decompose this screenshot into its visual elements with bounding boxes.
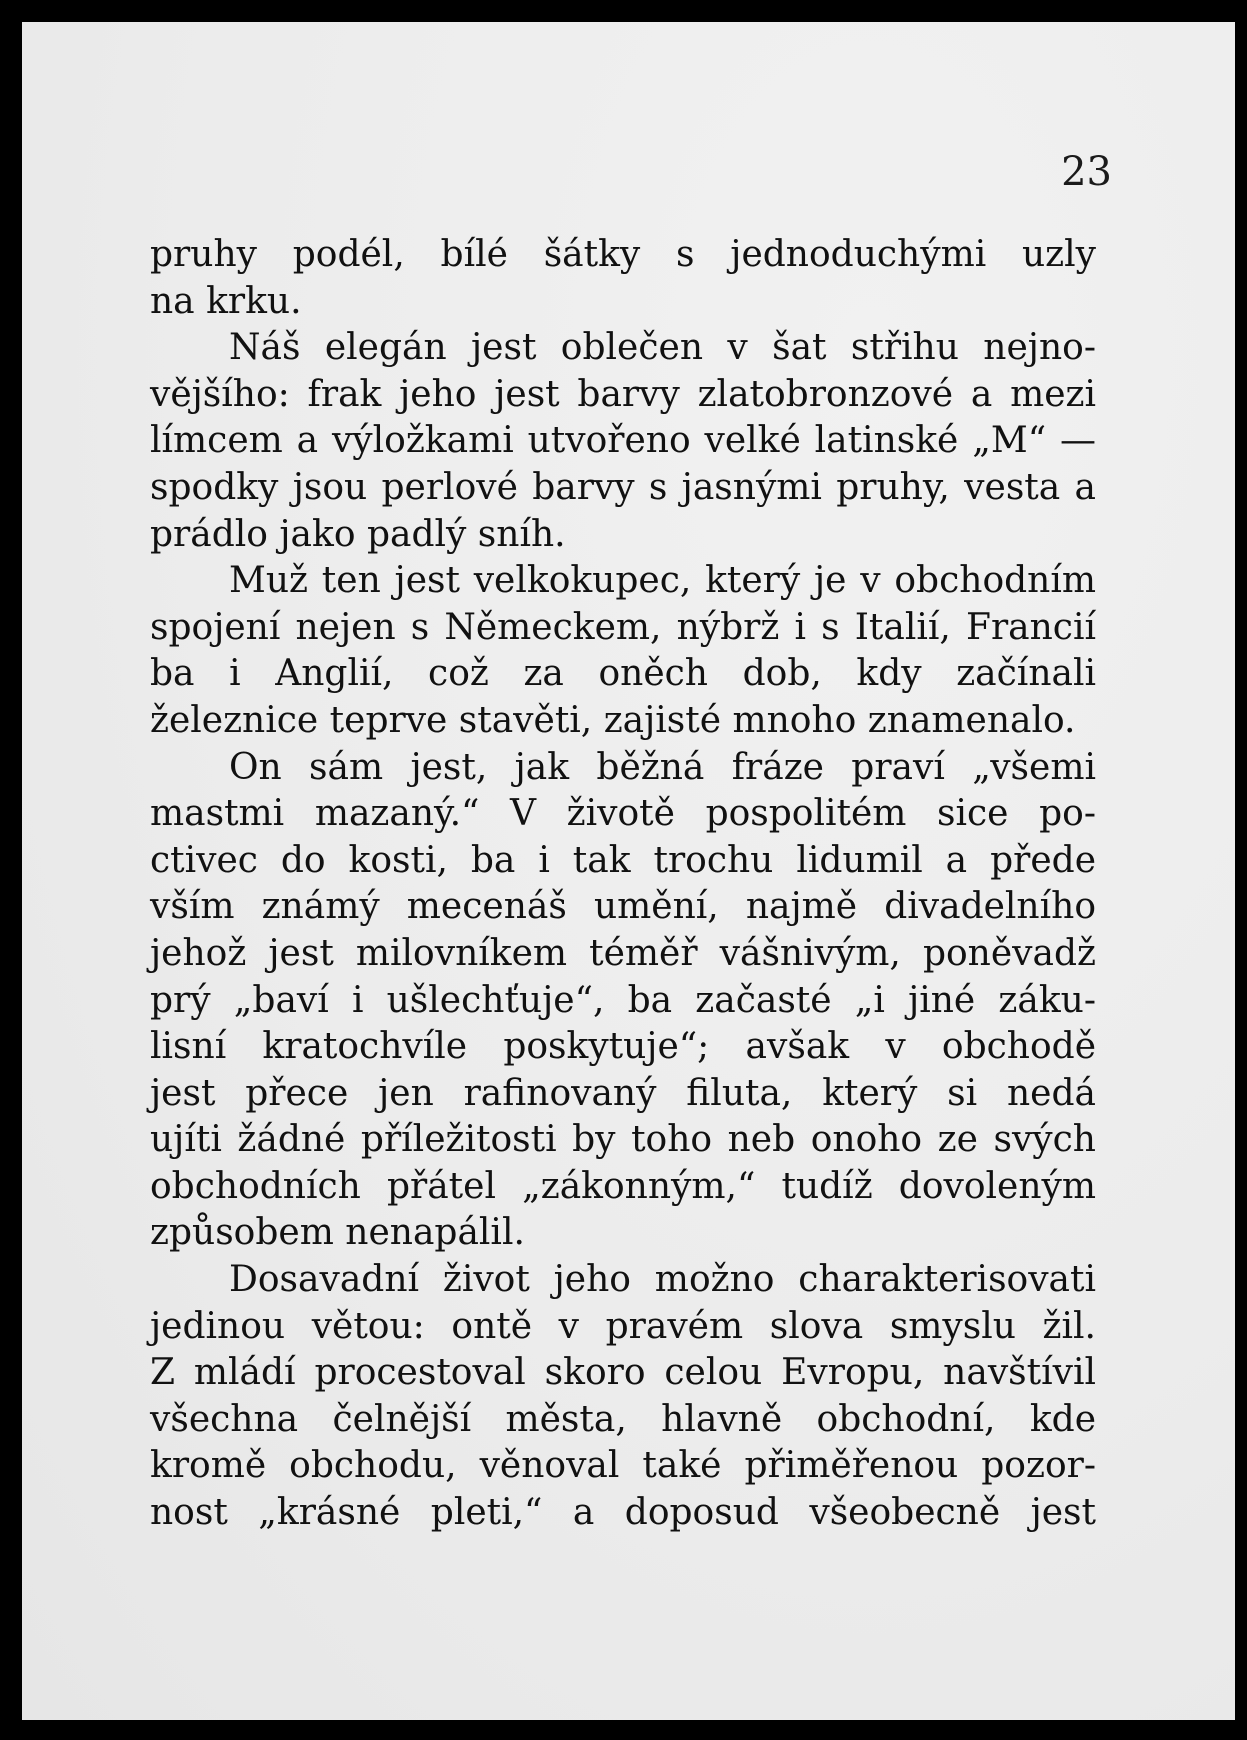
text-line: jehož jest milovníkem téměř vášnivým, poněvadž <box>150 932 1096 974</box>
body-text <box>150 232 1096 1537</box>
text-line: spodky jsou perlové barvy s jasnými pruhy, vesta a <box>150 466 1096 508</box>
text-line: jedinou větou: ontě v pravém slova smyslu žil. <box>150 1305 1096 1347</box>
text-line: na krku. <box>150 280 302 322</box>
text-line: vějšího: frak jeho jest barvy zlatobronzové a mezi <box>150 373 1096 415</box>
text-line: kromě obchodu, věnoval také přiměřenou pozor- <box>150 1445 1096 1487</box>
text-line: límcem a výložkami utvořeno velké latinské „M“ — <box>150 420 1096 462</box>
text-line: pruhy podél, bílé šátky s jednoduchými uzly <box>150 234 1096 275</box>
text-line: způsobem nenapálil. <box>150 1212 525 1254</box>
text-line: železnice teprve stavěti, zajisté mnoho znamenalo. <box>150 699 1076 741</box>
page-number: 23 <box>1061 149 1112 195</box>
text-line: mastmi mazaný.“ V životě pospolitém sice po- <box>150 793 1096 835</box>
text-line: Muž ten jest velkokupec, který je v obchodním <box>229 560 1096 602</box>
text-line: On sám jest, jak běžná fráze praví „všemi <box>229 746 1096 788</box>
text-line: vším známý mecenáš umění, najmě divadelního <box>150 886 1096 928</box>
text-line: Z mládí procestoval skoro celou Evropu, navštívil <box>150 1352 1096 1394</box>
text-line: Náš elegán jest oblečen v šat střihu nejno- <box>229 327 1096 369</box>
book-page <box>22 22 1235 1720</box>
text-line: spojení nejen s Německem, nýbrž i s Italií, Francií <box>150 606 1096 648</box>
text-line: ba i Anglií, což za oněch dob, kdy začínali <box>150 653 1096 695</box>
text-line: lisní kratochvíle poskytuje“; avšak v obchodě <box>150 1026 1096 1068</box>
text-line: ujíti žádné příležitosti by toho neb onoho ze svých <box>150 1119 1096 1161</box>
text-line: nost „krásné pleti,“ a doposud všeobecně jest <box>150 1492 1096 1534</box>
text-line: všechna čelnější města, hlavně obchodní, kde <box>150 1398 1096 1440</box>
text-line: prádlo jako padlý sníh. <box>150 513 566 555</box>
text-line: ctivec do kosti, ba i tak trochu lidumil a přede <box>150 839 1096 881</box>
text-line: Dosavadní život jeho možno charakterisovati <box>229 1259 1096 1301</box>
text-line: jest přece jen rafinovaný filuta, který si nedá <box>150 1072 1096 1114</box>
text-line: prý „baví i ušlechťuje“, ba začasté „i jiné záku- <box>150 979 1096 1021</box>
text-line: obchodních přátel „zákonným,“ tudíž dovoleným <box>150 1165 1096 1207</box>
